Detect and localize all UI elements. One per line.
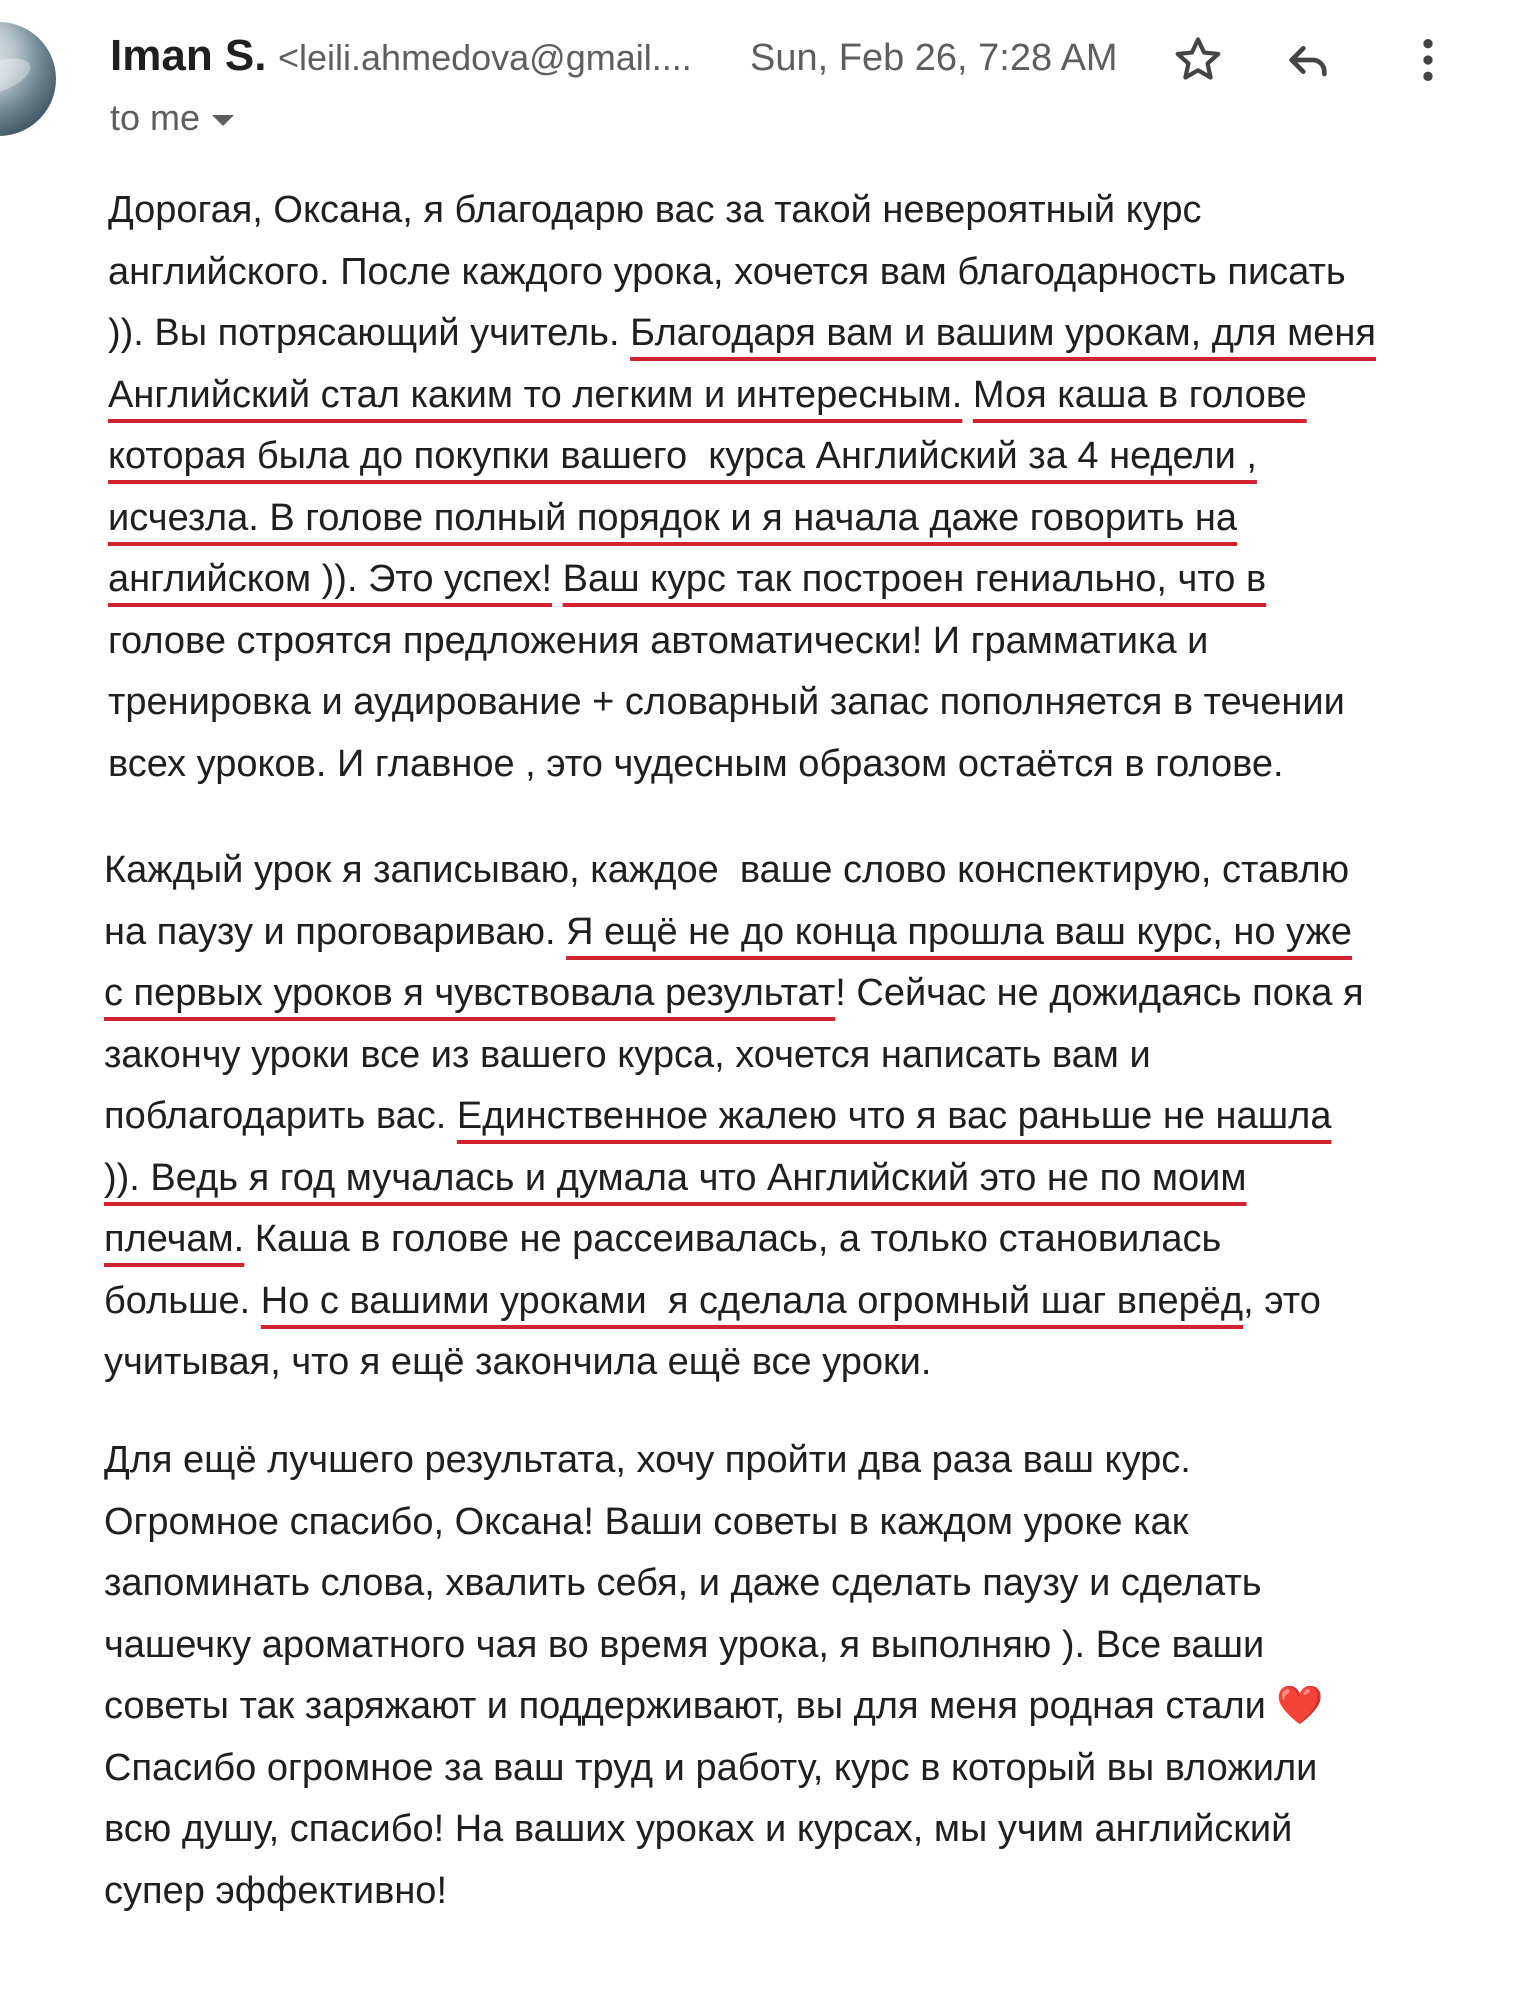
underlined-text: с первых уроков я чувствовала результат (104, 972, 836, 1014)
text-line (108, 426, 1376, 488)
sender-email[interactable]: <leili.ahmedova@gmail.... (278, 37, 692, 78)
text-line (104, 1615, 1324, 1677)
underlined-text: Благодаря вам и вашим урокам, для меня (630, 312, 1376, 354)
underlined-text: английском )). Это успех! (108, 558, 553, 600)
text-segment: больше. (104, 1279, 261, 1322)
text-line (104, 1738, 1324, 1800)
text-segment: тренировка и аудирование + словарный запас пополняется в течении (108, 681, 1345, 723)
underlined-text: Я ещё не до конца прошла ваш курс, но уже (566, 910, 1352, 953)
text-line (104, 963, 1364, 1025)
text-line (108, 734, 1376, 796)
text-line (108, 488, 1376, 550)
text-segment (962, 374, 973, 416)
avatar[interactable] (0, 22, 56, 136)
text-line (108, 303, 1376, 365)
recipient-line[interactable] (110, 90, 234, 146)
text-line (104, 1086, 1364, 1148)
text-line (108, 611, 1376, 673)
text-line (108, 242, 1376, 304)
recipient-label: to me (110, 97, 201, 138)
text-segment: голове строятся предложения автоматически! И грамматика и (108, 619, 1209, 662)
text-segment: всю душу, спасибо! На ваших уроках и курсах, мы учим английский (104, 1808, 1293, 1850)
text-line (104, 1861, 1324, 1923)
underlined-text: Но с вашими уроками я сделала огромный шаг вперёд (260, 1279, 1244, 1322)
text-segment: Каша в голове не рассеивалась, а только становилась (244, 1218, 1222, 1260)
underlined-text: плечам. (104, 1218, 245, 1260)
text-segment: Каждый урок я записываю, каждое ваше слово конспектирую, ставлю (104, 849, 1350, 891)
star-icon[interactable] (1170, 32, 1226, 88)
text-segment: ! Сейчас не дожидаясь пока я (835, 972, 1364, 1014)
underlined-text: Английский стал каким то легким и интересным. (108, 373, 963, 416)
underlined-text: )). Ведь я год мучалась и думала что Английский это не по моим (104, 1156, 1247, 1199)
underlined-text: Единственное жалею что я вас раньше не нашла (456, 1095, 1332, 1137)
chevron-down-icon[interactable] (212, 115, 234, 126)
email-header (110, 28, 1510, 148)
text-segment: )). Вы потрясающий учитель. (108, 312, 631, 354)
underlined-text: исчезла. В голове полный порядок и я начала даже говорить на (108, 496, 1238, 539)
text-line (108, 549, 1376, 611)
text-line (104, 1332, 1364, 1394)
reply-icon[interactable] (1280, 32, 1336, 88)
underlined-text: Ваш курс так построен гениально, что в (562, 558, 1267, 600)
underlined-text: Моя каша в голове (972, 373, 1307, 416)
text-line (104, 1430, 1324, 1492)
text-line (104, 1209, 1364, 1271)
text-segment: Огромное спасибо, Оксана! Ваши советы в каждом уроке как (104, 1500, 1189, 1543)
paragraph-1 (108, 180, 1376, 795)
sender-name[interactable]: Iman S. (110, 31, 267, 80)
more-vertical-icon[interactable] (1400, 32, 1456, 88)
text-segment: всех уроков. И главное , это чудесным образом остаётся в голове. (108, 742, 1284, 785)
text-segment: Спасибо огромное за ваш труд и работу, курс в который вы вложили (104, 1746, 1318, 1789)
text-line (104, 1025, 1364, 1087)
underlined-text: которая была до покупки вашего курса Английский за 4 недели , (108, 435, 1257, 477)
text-line (108, 672, 1376, 734)
text-segment: английского. После каждого урока, хочется вам благодарность писать (108, 250, 1346, 293)
text-segment: поблагодарить вас. (104, 1095, 457, 1137)
paragraph-3 (104, 1430, 1324, 1922)
text-segment: закончу уроки все из вашего курса, хочется написать вам и (104, 1033, 1151, 1076)
text-line (104, 1148, 1364, 1210)
text-segment: Для ещё лучшего результата, хочу пройти два раза ваш курс. (104, 1439, 1191, 1481)
text-segment: чашечку ароматного чая во время урока, я выполняю ). Все ваши (104, 1623, 1265, 1666)
text-segment: супер эффективно! (104, 1869, 448, 1912)
text-segment: учитывая, что я ещё закончила ещё все уроки. (104, 1341, 932, 1383)
text-line (104, 1271, 1364, 1333)
text-line (108, 365, 1376, 427)
paragraph-2 (104, 840, 1364, 1394)
text-line (104, 1553, 1324, 1615)
text-line (104, 1799, 1324, 1861)
text-line (104, 840, 1364, 902)
text-segment (552, 558, 563, 600)
text-segment: советы так заряжают и поддерживают, вы для меня родная стали ❤️ (104, 1685, 1324, 1727)
email-date: Sun, Feb 26, 7:28 AM (750, 37, 1118, 79)
text-line (108, 180, 1376, 242)
text-segment: на паузу и проговариваю. (104, 910, 567, 953)
text-line (104, 1492, 1324, 1554)
text-segment: , это (1243, 1279, 1321, 1322)
text-line (104, 1676, 1324, 1738)
text-segment: Дорогая, Оксана, я благодарю вас за такой невероятный курс (108, 189, 1202, 231)
text-segment: запоминать слова, хвалить себя, и даже сделать паузу и сделать (104, 1562, 1262, 1604)
text-line (104, 902, 1364, 964)
